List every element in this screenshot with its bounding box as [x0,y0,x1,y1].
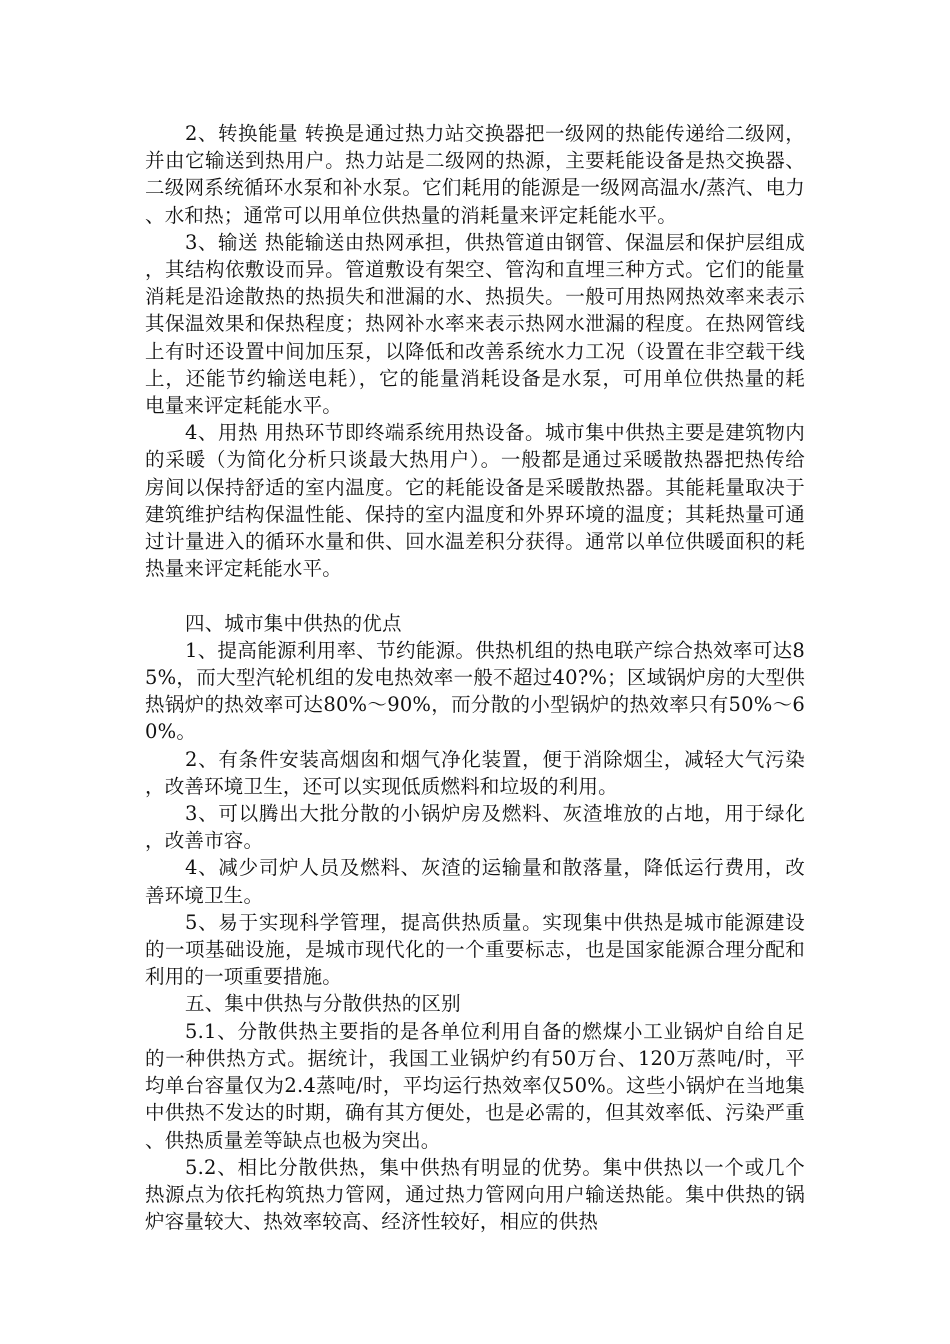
paragraph-energy-conversion: 2、转换能量 转换是通过热力站交换器把一级网的热能传递给二级网，并由它输送到热用户。热力站是二级网的热源，主要耗能设备是热交换器、二级网系统循环水泵和补水泵。它们耗用的能源是一级网高温水/蒸汽、电力、水和热；通常可以用单位供热量的消耗量来评定耗能水平。 [145,122,805,227]
advantage-item-3: 3、可以腾出大批分散的小锅炉房及燃料、灰渣堆放的占地，用于绿化，改善市容。 [145,802,805,853]
advantage-item-2: 2、有条件安装高烟囱和烟气净化装置，便于消除烟尘，减轻大气污染，改善环境卫生，还可以实现低质燃料和垃圾的利用。 [145,747,805,798]
advantage-item-5: 5、易于实现科学管理，提高供热质量。实现集中供热是城市能源建设的一项基础设施，是城市现代化的一个重要标志，也是国家能源合理分配和利用的一项重要措施。 [145,910,805,989]
difference-item-5-1: 5.1、分散供热主要指的是各单位利用自备的燃煤小工业锅炉自给自足的一种供热方式。据统计，我国工业锅炉约有50万台、120万蒸吨/时，平均单台容量仅为2.4蒸吨/时，平均运行热效率仅50%。这些小锅炉在当地集中供热不发达的时期，确有其方便处，也是必需的，但其效率低、污染严重、供热质量差等缺点也极为突出。 [145,1019,805,1152]
advantage-item-4: 4、减少司炉人员及燃料、灰渣的运输量和散落量，降低运行费用，改善环境卫生。 [145,856,805,907]
blank-line [145,582,805,609]
section-heading-differences: 五、集中供热与分散供热的区别 [185,992,461,1016]
paragraph-heat-use: 4、用热 用热环节即终端系统用热设备。城市集中供热主要是建筑物内的采暖（为简化分析只谈最大热用户）。一般都是通过采暖散热器把热传给房间以保持舒适的室内温度。它的耗能设备是采暖散热器。其能耗量取决于建筑维护结构保温性能、保持的室内温度和外界环境的温度；其耗热量可通过计量进入的循环水量和供、回水温差积分获得。通常以单位供暖面积的耗热量来评定耗能水平。 [145,421,805,581]
document-page [145,120,805,1235]
difference-item-5-2: 5.2、相比分散供热，集中供热有明显的优势。集中供热以一个或几个热源点为依托构筑热力管网，通过热力管网向用户输送热能。集中供热的锅炉容量较大、热效率较高、经济性较好，相应的供热 [145,1155,805,1234]
advantage-item-1: 1、提高能源利用率、节约能源。供热机组的热电联产综合热效率可达85%，而大型汽轮机组的发电热效率一般不超过40?%；区域锅炉房的大型供热锅炉的热效率可达80%～90%，而分散的小型锅炉的热效率只有50%～60%。 [145,638,805,744]
section-heading-advantages: 四、城市集中供热的优点 [185,611,402,635]
paragraph-transmission: 3、输送 热能输送由热网承担，供热管道由钢管、保温层和保护层组成，其结构依敷设而异。管道敷设有架空、管沟和直埋三种方式。它们的能量消耗是沿途散热的热损失和泄漏的水、热损失。一般可用热网热效率来表示其保温效果和保热程度；热网补水率来表示热网水泄漏的程度。在热网管线上有时还设置中间加压泵，以降低和改善系统水力工况（设置在非空载干线上，还能节约输送电耗），它的能量消耗设备是水泵，可用单位供热量的耗电量来评定耗能水平。 [145,230,805,418]
